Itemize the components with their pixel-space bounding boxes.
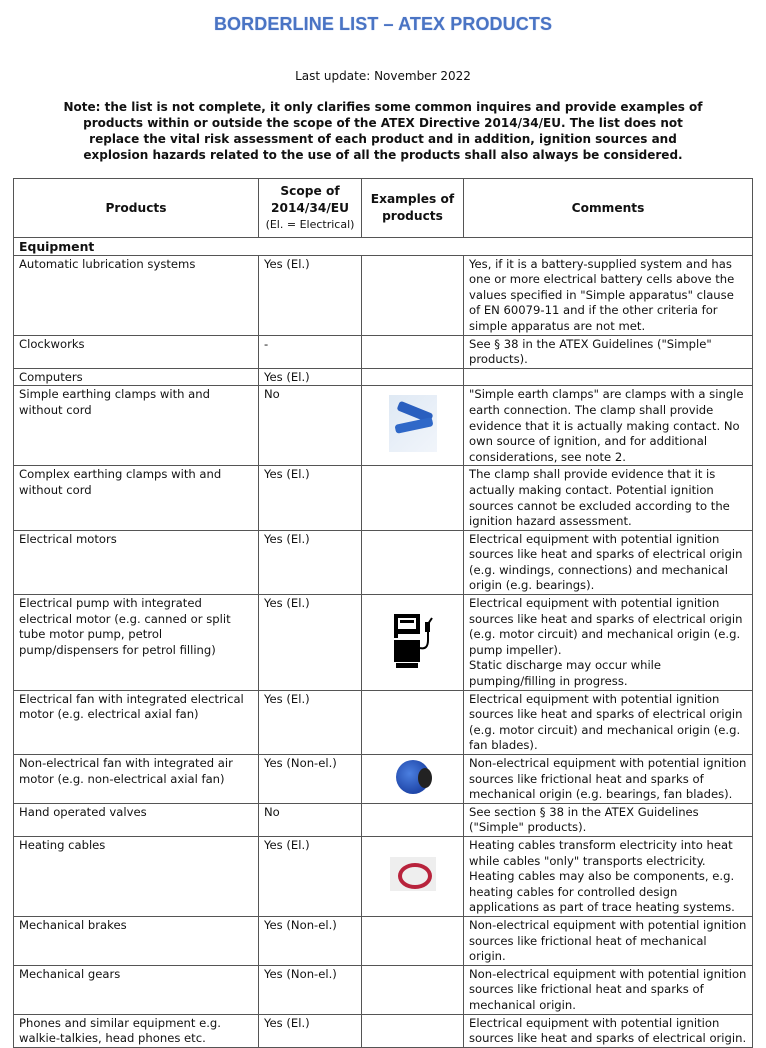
- comment-cell: [464, 836, 753, 916]
- example-cell: [362, 255, 464, 335]
- product-cell: Heating cables: [14, 836, 259, 916]
- product-cell: Electrical pump with integrated electrical motor (e.g. canned or split tube motor pump, petrol pump/dispensers for petrol filling): [14, 595, 259, 691]
- example-cell: [362, 335, 464, 368]
- comment-cell: Non-electrical equipment with potential ignition sources like frictional heat of mechanical origin.: [464, 916, 753, 965]
- scope-cell: Yes (El.): [259, 1014, 362, 1047]
- header-scope-label: Scope of 2014/34/EU: [270, 184, 349, 215]
- table-row: [14, 1014, 753, 1047]
- header-examples: Examples of products: [362, 179, 464, 238]
- comment-text-extra: Static discharge may occur while pumping/filling in progress.: [469, 658, 662, 689]
- scope-cell: No: [259, 386, 362, 466]
- scope-cell: Yes (El.): [259, 255, 362, 335]
- example-cell: [362, 690, 464, 754]
- comment-cell: Electrical equipment with potential ignition sources like heat and sparks of electrical origin (e.g. windings, connections) and mechanical origin (e.g. bearings).: [464, 530, 753, 594]
- scope-cell: Yes (El.): [259, 595, 362, 691]
- product-cell: Phones and similar equipment e.g. walkie-talkies, head phones etc.: [14, 1014, 259, 1047]
- table-header-row: [14, 179, 753, 238]
- product-cell: Electrical motors: [14, 530, 259, 594]
- heating-cable-image: [390, 857, 436, 891]
- axial-fan-image: [396, 760, 430, 794]
- comment-cell: Electrical equipment with potential ignition sources like heat and sparks of electrical origin.: [464, 1014, 753, 1047]
- product-cell: Mechanical gears: [14, 965, 259, 1014]
- scope-cell: Yes (El.): [259, 466, 362, 530]
- scope-cell: Yes (Non-el.): [259, 965, 362, 1014]
- example-cell: [362, 965, 464, 1014]
- product-cell: Hand operated valves: [14, 803, 259, 836]
- product-cell: Non-electrical fan with integrated air motor (e.g. non-electrical axial fan): [14, 755, 259, 804]
- comment-cell: Yes, if it is a battery-supplied system and has one or more electrical battery cells above the values specified in "Simple apparatus" clause of EN 60079-11 and if the other criteria for simple apparatus are not met.: [464, 255, 753, 335]
- table-row: [14, 690, 753, 754]
- comment-cell: [464, 368, 753, 386]
- example-cell: [362, 916, 464, 965]
- table-row: [14, 386, 753, 466]
- product-cell: Automatic lubrication systems: [14, 255, 259, 335]
- product-cell: Computers: [14, 368, 259, 386]
- comment-text: Heating cables transform electricity into heat while cables "only" transports electricity.: [469, 837, 733, 868]
- scope-cell: Yes (El.): [259, 690, 362, 754]
- product-cell: Clockworks: [14, 335, 259, 368]
- scope-cell: -: [259, 335, 362, 368]
- table-row: [14, 755, 753, 804]
- earthing-clamp-image: [389, 395, 437, 452]
- disclaimer-note: Note: the list is not complete, it only clarifies some common inquires and provide examples of products within or outside the scope of the ATEX Directive 2014/34/EU. The list does not replace the vital risk assessment of each product and in addition, ignition sources and explosion hazards related to the use of all the products shall also always be considered.: [63, 100, 703, 162]
- table-row: [14, 803, 753, 836]
- table-row: [14, 466, 753, 530]
- product-cell: Mechanical brakes: [14, 916, 259, 965]
- scope-cell: Yes (El.): [259, 836, 362, 916]
- scope-cell: Yes (Non-el.): [259, 755, 362, 804]
- comment-cell: See section § 38 in the ATEX Guidelines ("Simple" products).: [464, 803, 753, 836]
- borderline-table: [13, 178, 753, 1048]
- category-row-equipment: [14, 238, 753, 256]
- example-cell: [362, 803, 464, 836]
- category-label: Equipment: [14, 238, 753, 256]
- comment-text-extra: Heating cables may also be components, e.g. heating cables for controlled design applications as part of trace heating systems.: [469, 869, 735, 915]
- table-row: [14, 916, 753, 965]
- example-cell: [362, 530, 464, 594]
- header-products: Products: [14, 179, 259, 238]
- header-scope-legend: (El. = Electrical): [265, 218, 355, 231]
- comment-cell: "Simple earth clamps" are clamps with a single earth connection. The clamp shall provide evidence that it is actually making contact. No own source of ignition, and for additional considerations, see note 2.: [464, 386, 753, 466]
- table-row: [14, 595, 753, 691]
- example-cell: [362, 466, 464, 530]
- example-cell: [362, 386, 464, 466]
- product-cell: Simple earthing clamps with and without cord: [14, 386, 259, 466]
- header-scope: [259, 179, 362, 238]
- example-cell: [362, 595, 464, 691]
- last-update: Last update: November 2022: [295, 69, 471, 83]
- comment-cell: Non-electrical equipment with potential ignition sources like frictional heat and sparks of mechanical origin (e.g. bearings, fan blades).: [464, 755, 753, 804]
- table-row: [14, 530, 753, 594]
- header-comments: Comments: [464, 179, 753, 238]
- document-title: BORDERLINE LIST – ATEX PRODUCTS: [213, 14, 553, 34]
- table-row: [14, 965, 753, 1014]
- comment-cell: Non-electrical equipment with potential ignition sources like frictional heat and sparks of mechanical origin.: [464, 965, 753, 1014]
- scope-cell: Yes (El.): [259, 530, 362, 594]
- table-row: [14, 255, 753, 335]
- example-cell: [362, 755, 464, 804]
- comment-cell: Electrical equipment with potential ignition sources like heat and sparks of electrical origin (e.g. motor circuit) and mechanical origin (e.g. fan blades).: [464, 690, 753, 754]
- scope-cell: Yes (El.): [259, 368, 362, 386]
- comment-cell: The clamp shall provide evidence that it is actually making contact. Potential ignition sources cannot be excluded according to the ignition hazard assessment.: [464, 466, 753, 530]
- product-cell: Electrical fan with integrated electrical motor (e.g. electrical axial fan): [14, 690, 259, 754]
- example-cell: [362, 368, 464, 386]
- comment-cell: [464, 595, 753, 691]
- table-row: [14, 368, 753, 386]
- comment-text: Electrical equipment with potential ignition sources like heat and sparks of electrical origin (e.g. motor circuit) and mechanical origin (e.g. pump impeller).: [469, 596, 743, 657]
- table-row: [14, 335, 753, 368]
- fuel-pump-icon: [390, 610, 436, 670]
- scope-cell: Yes (Non-el.): [259, 916, 362, 965]
- table-row: [14, 836, 753, 916]
- comment-cell: See § 38 in the ATEX Guidelines ("Simple" products).: [464, 335, 753, 368]
- product-cell: Complex earthing clamps with and without cord: [14, 466, 259, 530]
- scope-cell: No: [259, 803, 362, 836]
- example-cell: [362, 1014, 464, 1047]
- example-cell: [362, 836, 464, 916]
